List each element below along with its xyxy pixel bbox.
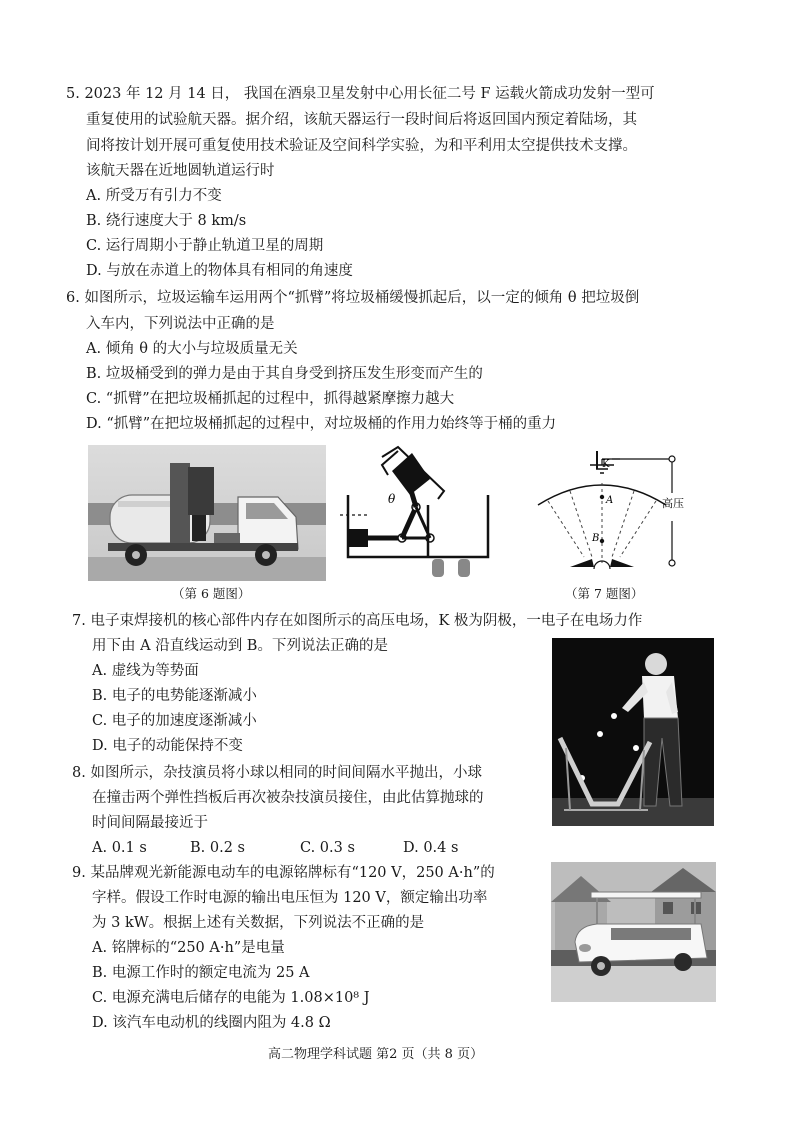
q6-stem-line-1: 6. 如图所示，垃圾运输车运用两个“抓臂”将垃圾桶缓慢抓起后，以一定的倾角 θ 把垃圾倒 bbox=[66, 290, 640, 306]
q5-stem-line-4: 该航天器在近地圆轨道运行时 bbox=[86, 163, 275, 179]
q9-stem-line-2: 字样。假设工作时电源的输出电压恒为 120 V，额定输出功率 bbox=[92, 890, 488, 906]
high-voltage-label: 高压 bbox=[662, 497, 684, 510]
q9-stem-line-3: 为 3 kW。根据上述有关数据，下列说法不正确的是 bbox=[92, 915, 425, 931]
q6-stem-line-2: 入车内，下列说法中正确的是 bbox=[86, 316, 275, 332]
q9-option-d: D. 该汽车电动机的线圈内阻为 4.8 Ω bbox=[92, 1015, 331, 1031]
q9-stem-line-1: 9. 某品牌观光新能源电动车的电源铭牌标有“120 V，250 A·h”的 bbox=[72, 865, 495, 881]
juggler-photo bbox=[552, 638, 714, 826]
q8-option-b: B. 0.2 s bbox=[190, 840, 245, 856]
q6-option-a: A. 倾角 θ 的大小与垃圾质量无关 bbox=[86, 341, 298, 357]
q9-option-a: A. 铭牌标的“250 A·h”是电量 bbox=[92, 940, 285, 956]
q8-stem-line-1: 8. 如图所示，杂技演员将小球以相同的时间间隔水平抛出，小球 bbox=[72, 765, 482, 781]
q8-stem-line-3: 时间间隔最接近于 bbox=[92, 815, 208, 831]
point-a-label: A bbox=[606, 495, 614, 506]
q8-option-a: A. 0.1 s bbox=[92, 840, 147, 856]
q7-option-a: A. 虚线为等势面 bbox=[92, 663, 199, 679]
q8-option-c: C. 0.3 s bbox=[300, 840, 355, 856]
q8-stem-line-2: 在撞击两个弹性挡板后再次被杂技演员接住，由此估算抛球的 bbox=[92, 790, 484, 806]
q5-option-b: B. 绕行速度大于 8 km/s bbox=[86, 213, 247, 229]
q5-option-c: C. 运行周期小于静止轨道卫星的周期 bbox=[86, 238, 324, 254]
fig6-caption: （第 6 题图） bbox=[172, 586, 251, 601]
q6-option-b: B. 垃圾桶受到的弹力是由于其自身受到挤压发生形变而产生的 bbox=[86, 366, 483, 382]
q6-option-c: C. “抓臂”在把垃圾桶抓起的过程中，抓得越紧摩擦力越大 bbox=[86, 391, 455, 407]
q5-stem-line-1: 5. 2023 年 12 月 14 日， 我国在酒泉卫星发射中心用长征二号 F 运载火箭成功发射一型可 bbox=[66, 86, 655, 102]
garbage-truck-photo bbox=[88, 445, 326, 581]
q7-option-d: D. 电子的动能保持不变 bbox=[92, 738, 243, 754]
q5-option-a: A. 所受万有引力不变 bbox=[86, 188, 222, 204]
q7-stem-line-2: 用下由 A 沿直线运动到 B。下列说法正确的是 bbox=[92, 638, 388, 654]
q5-option-d: D. 与放在赤道上的物体具有相同的角速度 bbox=[86, 263, 353, 279]
q5-stem-line-2: 重复使用的试验航天器。据介绍，该航天器运行一段时间后将返回国内预定着陆场，其 bbox=[86, 112, 637, 128]
q5-stem-line-3: 间将按计划开展可重复使用技术验证及空间科学实验，为和平利用太空提供技术支撑。 bbox=[86, 138, 637, 154]
theta-label: θ bbox=[388, 492, 396, 506]
electric-car-photo bbox=[551, 862, 716, 1002]
q9-option-c: C. 电源充满电后储存的电能为 1.08×10⁸ J bbox=[92, 990, 370, 1006]
q6-option-d: D. “抓臂”在把垃圾桶抓起的过程中，对垃圾桶的作用力始终等于桶的重力 bbox=[86, 416, 557, 432]
q7-stem-line-1: 7. 电子束焊接机的核心部件内存在如图所示的高压电场，K 极为阴极，一电子在电场力作 bbox=[72, 613, 643, 629]
q9-option-b: B. 电源工作时的额定电流为 25 A bbox=[92, 965, 310, 981]
grab-arm-diagram bbox=[340, 445, 490, 581]
point-b-label: B bbox=[592, 533, 600, 544]
page-footer: 高二物理学科试题 第2 页（共 8 页） bbox=[268, 1047, 484, 1062]
electric-field-diagram bbox=[530, 445, 720, 581]
q7-option-b: B. 电子的电势能逐渐减小 bbox=[92, 688, 257, 704]
k-label: K bbox=[602, 459, 610, 470]
q8-option-d: D. 0.4 s bbox=[403, 840, 459, 856]
q7-option-c: C. 电子的加速度逐渐减小 bbox=[92, 713, 257, 729]
fig7-caption: （第 7 题图） bbox=[565, 586, 644, 601]
